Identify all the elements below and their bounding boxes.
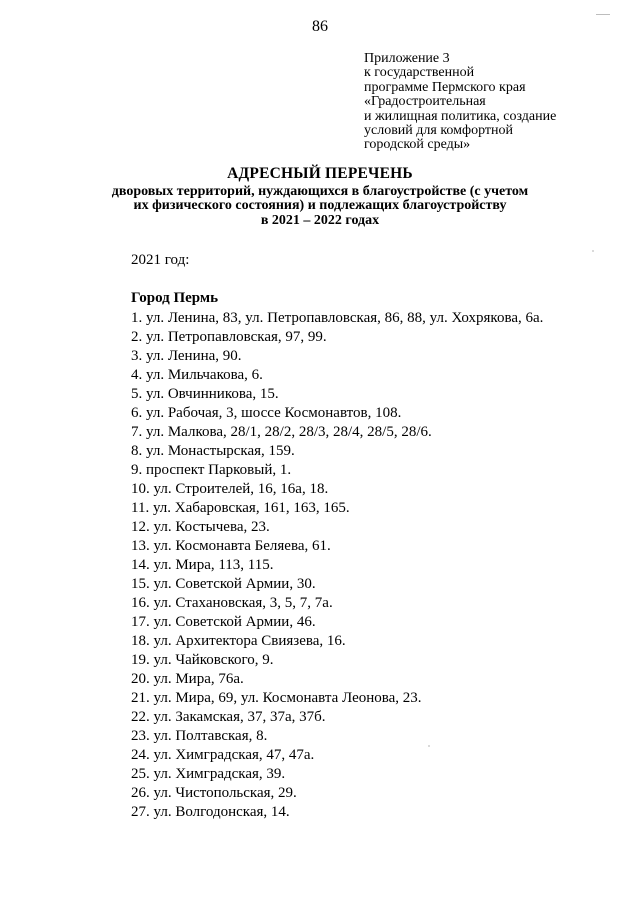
address-item: 8. ул. Монастырская, 159. bbox=[131, 443, 295, 459]
subtitle-line: в 2021 – 2022 годах bbox=[260, 212, 380, 228]
appendix-line: и жилищная политика, создание bbox=[364, 108, 557, 124]
address-item: 4. ул. Мильчакова, 6. bbox=[131, 367, 263, 383]
address-item: 10. ул. Строителей, 16, 16а, 18. bbox=[131, 481, 329, 497]
address-item: 23. ул. Полтавская, 8. bbox=[131, 728, 268, 744]
appendix-line: к государственной bbox=[364, 65, 475, 81]
appendix-line: «Градостроительная bbox=[364, 94, 486, 110]
address-item: 26. ул. Чистопольская, 29. bbox=[131, 785, 297, 801]
address-item: 9. проспект Парковый, 1. bbox=[131, 462, 292, 478]
address-item: 14. ул. Мира, 113, 115. bbox=[131, 557, 274, 573]
address-item: 25. ул. Химградская, 39. bbox=[131, 766, 286, 782]
appendix-note bbox=[364, 52, 634, 153]
address-item: 24. ул. Химградская, 47, 47а. bbox=[131, 747, 315, 763]
address-item: 13. ул. Космонавта Беляева, 61. bbox=[131, 538, 331, 554]
document-title: АДРЕСНЫЙ ПЕРЕЧЕНЬ bbox=[227, 165, 413, 182]
address-item: 3. ул. Ленина, 90. bbox=[131, 348, 242, 364]
address-item: 22. ул. Закамская, 37, 37а, 37б. bbox=[131, 709, 326, 725]
address-item: 2. ул. Петропавловская, 97, 99. bbox=[131, 329, 327, 345]
address-item: 1. ул. Ленина, 83, ул. Петропавловская, 86, 88, ул. Хохрякова, 6а. bbox=[131, 310, 544, 326]
scan-mark bbox=[596, 14, 610, 15]
address-item: 12. ул. Костычева, 23. bbox=[131, 519, 270, 535]
appendix-line: Приложение 3 bbox=[364, 51, 450, 66]
address-list bbox=[131, 309, 543, 822]
appendix-line: программе Пермского края bbox=[364, 79, 526, 95]
address-item: 16. ул. Стахановская, 3, 5, 7, 7а. bbox=[131, 595, 333, 611]
page-number: 86 bbox=[312, 18, 328, 35]
subtitle-line: их физического состояния) и подлежащих благоустройству bbox=[133, 198, 507, 214]
address-item: 19. ул. Чайковского, 9. bbox=[131, 652, 274, 668]
address-item: 27. ул. Волгодонская, 14. bbox=[131, 804, 290, 820]
address-item: 17. ул. Советской Армии, 46. bbox=[131, 614, 316, 630]
address-item: 18. ул. Архитектора Свиязева, 16. bbox=[131, 633, 346, 649]
address-item: 21. ул. Мира, 69, ул. Космонавта Леонова, 23. bbox=[131, 690, 422, 706]
address-item: 7. ул. Малкова, 28/1, 28/2, 28/3, 28/4, 28/5, 28/6. bbox=[131, 424, 432, 440]
address-item: 6. ул. Рабочая, 3, шоссе Космонавтов, 108. bbox=[131, 405, 402, 421]
address-item: 5. ул. Овчинникова, 15. bbox=[131, 386, 279, 402]
scan-speck bbox=[428, 745, 430, 747]
city-heading: Город Пермь bbox=[131, 290, 219, 306]
address-item: 20. ул. Мира, 76а. bbox=[131, 671, 244, 687]
scan-speck bbox=[592, 250, 594, 252]
address-item: 11. ул. Хабаровская, 161, 163, 165. bbox=[131, 500, 350, 516]
appendix-line: условий для комфортной bbox=[364, 123, 514, 139]
appendix-line: городской среды» bbox=[364, 137, 471, 153]
document-subtitle bbox=[0, 185, 640, 228]
address-item: 15. ул. Советской Армии, 30. bbox=[131, 576, 316, 592]
subtitle-line: дворовых территорий, нуждающихся в благоустройстве (с учетом bbox=[111, 184, 529, 199]
year-heading: 2021 год: bbox=[131, 252, 190, 268]
